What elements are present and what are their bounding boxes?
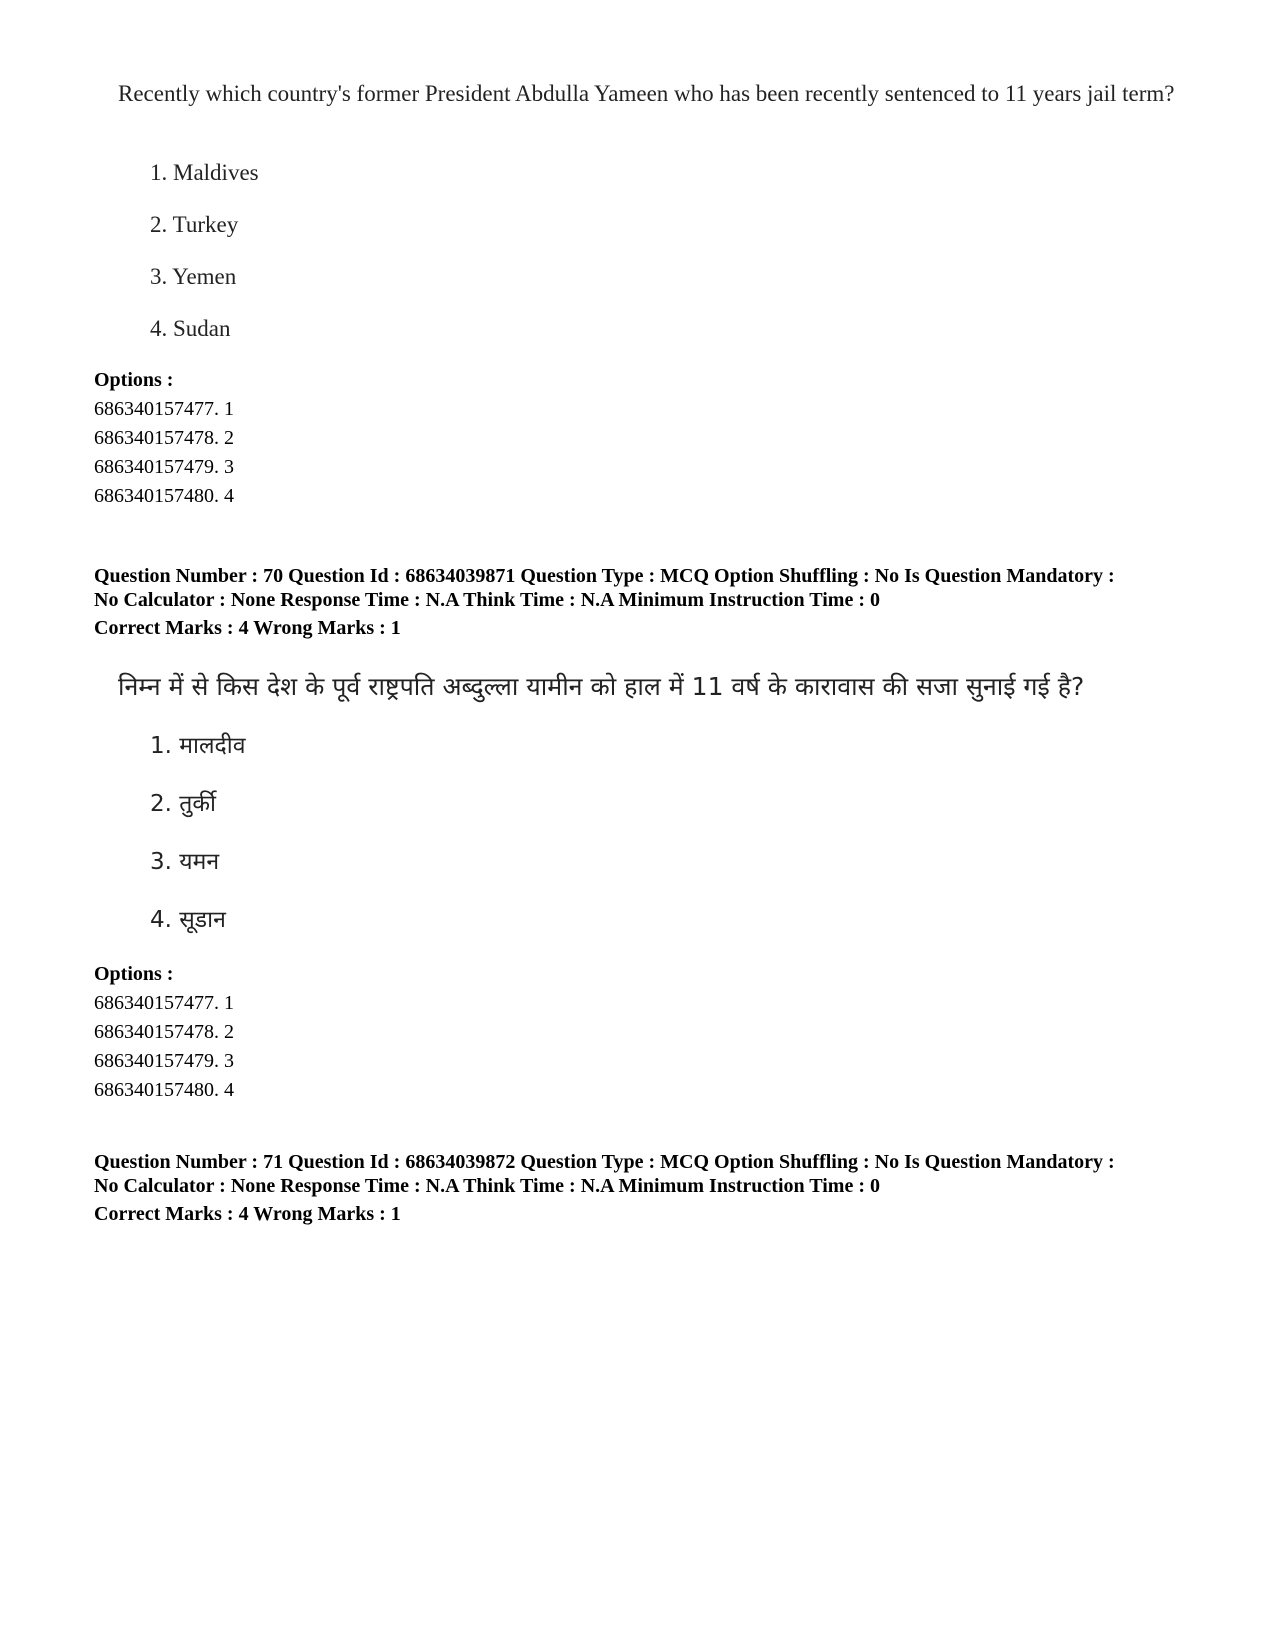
question-70-header xyxy=(94,564,1115,612)
question-69-choice-2: 2. Turkey xyxy=(150,212,239,237)
options-label: Options : xyxy=(94,369,174,391)
option-id: 686340157477. 1 xyxy=(94,398,234,420)
question-69-options xyxy=(94,366,234,511)
option-id: 686340157477. 1 xyxy=(94,992,234,1014)
question-70-choice-1: 1. मालदीव xyxy=(150,733,246,759)
question-70-choice-2: 2. तुर्की xyxy=(150,791,216,817)
question-69-text: Recently which country's former President Abdulla Yameen who has been recently sentenced to 11 years jail term? xyxy=(118,81,1175,106)
question-71-marks: Correct Marks : 4 Wrong Marks : 1 xyxy=(94,1203,401,1225)
question-70-meta-line-2: No Calculator : None Response Time : N.A Think Time : N.A Minimum Instruction Time : 0 xyxy=(94,589,880,611)
option-id: 686340157478. 2 xyxy=(94,427,234,449)
option-id: 686340157479. 3 xyxy=(94,1050,234,1072)
question-69-choice-1: 1. Maldives xyxy=(150,160,259,185)
question-70-meta-line-1: Question Number : 70 Question Id : 68634039871 Question Type : MCQ Option Shuffling : No Is Question Mandatory : xyxy=(94,565,1115,587)
options-label: Options : xyxy=(94,963,174,985)
question-69-choice-3: 3. Yemen xyxy=(150,264,237,289)
question-70-marks: Correct Marks : 4 Wrong Marks : 1 xyxy=(94,617,401,639)
option-id: 686340157480. 4 xyxy=(94,485,234,507)
question-70-options xyxy=(94,960,234,1105)
question-70-text: निम्न में से किस देश के पूर्व राष्ट्रपति अब्दुल्ला यामीन को हाल में 11 वर्ष के कारावास की सजा सुनाई गई है? xyxy=(118,672,1085,701)
question-70-choice-4: 4. सूडान xyxy=(150,907,226,933)
option-id: 686340157478. 2 xyxy=(94,1021,234,1043)
question-70-choice-3: 3. यमन xyxy=(150,849,220,875)
question-69-choice-4: 4. Sudan xyxy=(150,316,231,341)
question-71-header xyxy=(94,1150,1115,1198)
question-71-meta-line-1: Question Number : 71 Question Id : 68634039872 Question Type : MCQ Option Shuffling : No Is Question Mandatory : xyxy=(94,1151,1115,1173)
question-71-meta-line-2: No Calculator : None Response Time : N.A Think Time : N.A Minimum Instruction Time : 0 xyxy=(94,1175,880,1197)
option-id: 686340157480. 4 xyxy=(94,1079,234,1101)
option-id: 686340157479. 3 xyxy=(94,456,234,478)
